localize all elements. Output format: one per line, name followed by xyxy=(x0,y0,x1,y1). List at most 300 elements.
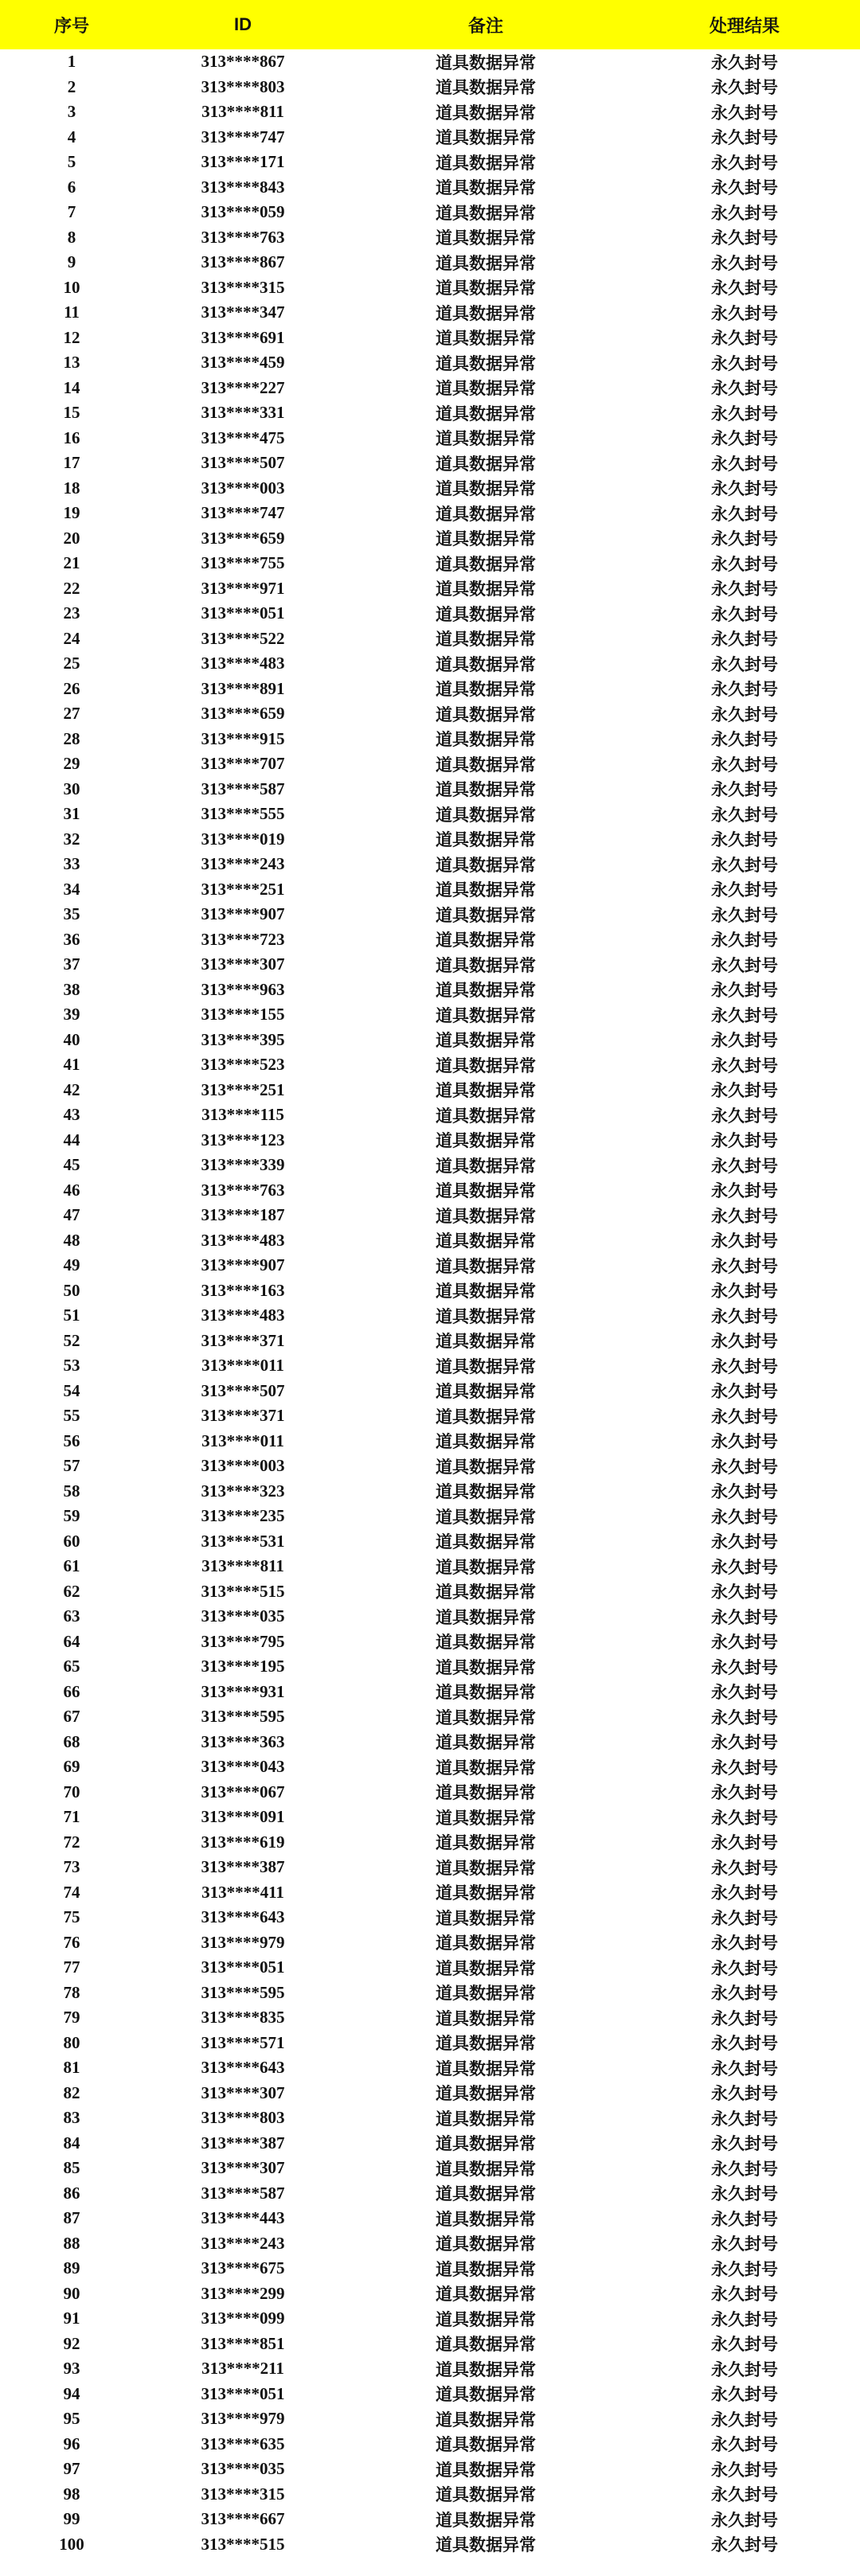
row-id: 313****051 xyxy=(201,603,285,623)
row-note: 道具数据异常 xyxy=(436,1808,536,1828)
row-index: 82 xyxy=(63,2082,80,2102)
row-note: 道具数据异常 xyxy=(436,1106,536,1126)
row-index: 11 xyxy=(64,302,80,322)
row-index: 75 xyxy=(63,1907,80,1927)
row-result: 永久封号 xyxy=(711,1908,778,1928)
row-id: 313****643 xyxy=(201,1907,285,1927)
table-row xyxy=(0,852,860,877)
row-index: 42 xyxy=(63,1079,80,1099)
row-id: 313****483 xyxy=(201,654,285,673)
row-index: 54 xyxy=(63,1380,80,1400)
row-result: 永久封号 xyxy=(711,2410,778,2430)
row-result: 永久封号 xyxy=(711,654,778,674)
row-index: 74 xyxy=(63,1882,80,1902)
row-note: 道具数据异常 xyxy=(436,1908,536,1928)
table-row xyxy=(0,1981,860,2006)
row-result: 永久封号 xyxy=(711,780,778,800)
table-row xyxy=(0,1805,860,1830)
row-index: 84 xyxy=(63,2133,80,2153)
row-result: 永久封号 xyxy=(711,1181,778,1201)
table-row xyxy=(0,802,860,827)
row-note: 道具数据异常 xyxy=(436,1432,536,1452)
row-id: 313****387 xyxy=(201,1857,285,1877)
row-index: 39 xyxy=(63,1005,80,1025)
row-id: 313****371 xyxy=(201,1406,285,1426)
table-row xyxy=(0,1203,860,1228)
row-index: 83 xyxy=(63,2108,80,2128)
row-note: 道具数据异常 xyxy=(436,1156,536,1176)
row-result: 永久封号 xyxy=(711,429,778,449)
row-id: 313****907 xyxy=(201,904,285,924)
row-id: 313****387 xyxy=(201,2133,285,2153)
row-index: 71 xyxy=(63,1807,80,1827)
row-result: 永久封号 xyxy=(711,1958,778,1978)
row-result: 永久封号 xyxy=(711,755,778,775)
row-note: 道具数据异常 xyxy=(436,53,536,72)
row-index: 12 xyxy=(63,327,80,347)
row-note: 道具数据异常 xyxy=(436,2435,536,2455)
table-row xyxy=(0,376,860,401)
row-id: 313****299 xyxy=(201,2283,285,2303)
table-row xyxy=(0,1178,860,1204)
row-result: 永久封号 xyxy=(711,1808,778,1828)
row-id: 313****315 xyxy=(201,2484,285,2504)
row-note: 道具数据异常 xyxy=(436,880,536,900)
row-index: 72 xyxy=(63,1832,80,1852)
table-row xyxy=(0,978,860,1003)
row-note: 道具数据异常 xyxy=(436,2134,536,2154)
table-row xyxy=(0,225,860,251)
row-id: 313****091 xyxy=(201,1807,285,1827)
row-result: 永久封号 xyxy=(711,1883,778,1903)
row-id: 313****675 xyxy=(201,2258,285,2278)
table-row xyxy=(0,350,860,376)
row-result: 永久封号 xyxy=(711,1934,778,1953)
header-result: 处理结果 xyxy=(709,16,780,37)
table-row xyxy=(0,326,860,351)
row-note: 道具数据异常 xyxy=(436,279,536,299)
row-index: 16 xyxy=(63,427,80,447)
table-row xyxy=(0,1604,860,1630)
table-row xyxy=(0,1554,860,1579)
row-result: 永久封号 xyxy=(711,855,778,875)
row-result: 永久封号 xyxy=(711,329,778,349)
table-row xyxy=(0,2156,860,2181)
row-note: 道具数据异常 xyxy=(436,981,536,1001)
row-note: 道具数据异常 xyxy=(436,905,536,925)
table-row xyxy=(0,1379,860,1404)
row-result: 永久封号 xyxy=(711,1256,778,1276)
row-id: 313****235 xyxy=(201,1506,285,1526)
row-index: 17 xyxy=(63,453,80,473)
table-row xyxy=(0,2382,860,2407)
row-id: 313****347 xyxy=(201,302,285,322)
row-result: 永久封号 xyxy=(711,128,778,148)
table-row xyxy=(0,626,860,652)
table-row xyxy=(0,2031,860,2056)
table-header xyxy=(0,0,860,49)
row-id: 313****339 xyxy=(201,1155,285,1175)
row-result: 永久封号 xyxy=(711,253,778,273)
row-result: 永久封号 xyxy=(711,2535,778,2555)
row-result: 永久封号 xyxy=(711,905,778,925)
table-row xyxy=(0,1504,860,1529)
table-row xyxy=(0,727,860,752)
row-note: 道具数据异常 xyxy=(436,529,536,549)
row-note: 道具数据异常 xyxy=(436,78,536,98)
row-id: 313****867 xyxy=(201,252,285,272)
row-index: 47 xyxy=(63,1205,80,1225)
row-index: 73 xyxy=(63,1857,80,1877)
table-row xyxy=(0,1228,860,1254)
row-id: 313****587 xyxy=(201,779,285,798)
row-note: 道具数据异常 xyxy=(436,604,536,624)
header-id: ID xyxy=(234,14,252,34)
row-result: 永久封号 xyxy=(711,1683,778,1703)
row-note: 道具数据异常 xyxy=(436,479,536,499)
row-note: 道具数据异常 xyxy=(436,830,536,850)
row-index: 46 xyxy=(63,1180,80,1200)
row-index: 43 xyxy=(63,1105,80,1125)
table-row xyxy=(0,2081,860,2106)
row-result: 永久封号 xyxy=(711,2510,778,2530)
table-row xyxy=(0,1329,860,1354)
row-result: 永久封号 xyxy=(711,2335,778,2355)
row-id: 313****211 xyxy=(201,2359,284,2379)
row-note: 道具数据异常 xyxy=(436,379,536,399)
row-index: 59 xyxy=(63,1506,80,1526)
row-id: 313****243 xyxy=(201,854,285,874)
table-row xyxy=(0,551,860,576)
row-note: 道具数据异常 xyxy=(436,2485,536,2505)
table-row xyxy=(0,1529,860,1555)
row-index: 4 xyxy=(67,127,76,146)
row-note: 道具数据异常 xyxy=(436,704,536,724)
row-note: 道具数据异常 xyxy=(436,1883,536,1903)
table-row xyxy=(0,100,860,125)
row-result: 永久封号 xyxy=(711,2034,778,2054)
row-id: 313****171 xyxy=(201,152,285,172)
table-row xyxy=(0,526,860,552)
row-id: 313****811 xyxy=(201,1556,284,1576)
table-row xyxy=(0,300,860,326)
row-id: 313****043 xyxy=(201,1757,285,1777)
row-id: 313****931 xyxy=(201,1681,285,1701)
row-index: 5 xyxy=(67,152,76,172)
row-result: 永久封号 xyxy=(711,2209,778,2229)
row-result: 永久封号 xyxy=(711,1783,778,1803)
table-row xyxy=(0,200,860,225)
row-note: 道具数据异常 xyxy=(436,353,536,373)
row-result: 永久封号 xyxy=(711,1407,778,1427)
row-note: 道具数据异常 xyxy=(436,1984,536,2004)
row-note: 道具数据异常 xyxy=(436,1056,536,1075)
row-index: 15 xyxy=(63,403,80,423)
row-id: 313****243 xyxy=(201,2233,285,2253)
row-id: 313****659 xyxy=(201,704,285,724)
table-row xyxy=(0,2206,860,2231)
row-result: 永久封号 xyxy=(711,1833,778,1853)
row-index: 19 xyxy=(63,503,80,523)
row-note: 道具数据异常 xyxy=(436,1507,536,1527)
row-id: 313****707 xyxy=(201,754,285,774)
table-row xyxy=(0,75,860,100)
row-result: 永久封号 xyxy=(711,580,778,599)
table-row xyxy=(0,1955,860,1981)
row-result: 永久封号 xyxy=(711,1733,778,1753)
row-id: 313****867 xyxy=(201,52,285,72)
row-result: 永久封号 xyxy=(711,353,778,373)
row-note: 道具数据异常 xyxy=(436,580,536,599)
row-id: 313****667 xyxy=(201,2509,285,2529)
table-row xyxy=(0,1028,860,1053)
table-row xyxy=(0,701,860,727)
row-result: 永久封号 xyxy=(711,830,778,850)
row-result: 永久封号 xyxy=(711,504,778,524)
row-id: 313****803 xyxy=(201,2108,285,2128)
row-note: 道具数据异常 xyxy=(436,2460,536,2480)
row-index: 21 xyxy=(63,553,80,573)
row-note: 道具数据异常 xyxy=(436,303,536,323)
row-result: 永久封号 xyxy=(711,554,778,574)
row-note: 道具数据异常 xyxy=(436,128,536,148)
row-result: 永久封号 xyxy=(711,228,778,248)
row-id: 313****523 xyxy=(201,1055,285,1075)
row-note: 道具数据异常 xyxy=(436,931,536,950)
row-note: 道具数据异常 xyxy=(436,329,536,349)
row-index: 25 xyxy=(63,654,80,673)
table-row xyxy=(0,2457,860,2482)
row-index: 36 xyxy=(63,929,80,949)
row-note: 道具数据异常 xyxy=(436,1583,536,1602)
row-result: 永久封号 xyxy=(711,103,778,123)
table-row xyxy=(0,576,860,602)
row-note: 道具数据异常 xyxy=(436,1708,536,1727)
row-note: 道具数据异常 xyxy=(436,780,536,800)
row-index: 63 xyxy=(63,1606,80,1626)
row-note: 道具数据异常 xyxy=(436,855,536,875)
row-note: 道具数据异常 xyxy=(436,2184,536,2204)
table-row xyxy=(0,1579,860,1605)
row-result: 永久封号 xyxy=(711,2259,778,2279)
row-note: 道具数据异常 xyxy=(436,1858,536,1878)
row-id: 313****307 xyxy=(201,2082,285,2102)
table-row xyxy=(0,677,860,702)
row-index: 58 xyxy=(63,1481,80,1501)
row-index: 51 xyxy=(63,1306,80,1325)
row-id: 313****483 xyxy=(201,1230,285,1250)
row-index: 45 xyxy=(63,1155,80,1175)
row-index: 23 xyxy=(63,603,80,623)
row-result: 永久封号 xyxy=(711,1583,778,1602)
row-index: 48 xyxy=(63,1230,80,1250)
row-result: 永久封号 xyxy=(711,931,778,950)
row-id: 313****979 xyxy=(201,2409,285,2429)
row-index: 61 xyxy=(63,1556,80,1576)
table-row xyxy=(0,2281,860,2307)
table-row xyxy=(0,1930,860,1956)
row-result: 永久封号 xyxy=(711,1557,778,1577)
row-result: 永久封号 xyxy=(711,2084,778,2104)
row-index: 87 xyxy=(63,2208,80,2228)
row-id: 313****843 xyxy=(201,177,285,197)
row-id: 313****003 xyxy=(201,478,285,498)
row-result: 永久封号 xyxy=(711,479,778,499)
row-result: 永久封号 xyxy=(711,1758,778,1778)
row-note: 道具数据异常 xyxy=(436,1206,536,1226)
row-result: 永久封号 xyxy=(711,404,778,423)
row-index: 88 xyxy=(63,2233,80,2253)
row-result: 永久封号 xyxy=(711,604,778,624)
row-note: 道具数据异常 xyxy=(436,2084,536,2104)
table-row xyxy=(0,1303,860,1329)
row-note: 道具数据异常 xyxy=(436,103,536,123)
row-id: 313****163 xyxy=(201,1280,285,1300)
row-result: 永久封号 xyxy=(711,2309,778,2329)
row-index: 6 xyxy=(67,177,76,197)
row-index: 31 xyxy=(63,804,80,824)
row-id: 313****971 xyxy=(201,578,285,598)
row-index: 49 xyxy=(63,1255,80,1275)
row-note: 道具数据异常 xyxy=(436,630,536,650)
row-index: 38 xyxy=(63,979,80,999)
row-index: 65 xyxy=(63,1657,80,1676)
table-row xyxy=(0,2231,860,2257)
row-result: 永久封号 xyxy=(711,279,778,299)
row-index: 7 xyxy=(67,202,76,222)
row-id: 313****459 xyxy=(201,353,285,373)
row-id: 313****691 xyxy=(201,327,285,347)
row-note: 道具数据异常 xyxy=(436,2285,536,2305)
table-row xyxy=(0,877,860,903)
row-note: 道具数据异常 xyxy=(436,730,536,750)
row-note: 道具数据异常 xyxy=(436,1332,536,1352)
row-note: 道具数据异常 xyxy=(436,554,536,574)
table-row xyxy=(0,1253,860,1278)
row-id: 313****051 xyxy=(201,1957,285,1977)
row-index: 66 xyxy=(63,1681,80,1701)
table-row xyxy=(0,2005,860,2031)
row-index: 93 xyxy=(63,2359,80,2379)
row-note: 道具数据异常 xyxy=(436,1958,536,1978)
row-result: 永久封号 xyxy=(711,1081,778,1101)
table-row xyxy=(0,1153,860,1178)
row-note: 道具数据异常 xyxy=(436,1633,536,1653)
row-result: 永久封号 xyxy=(711,680,778,700)
row-note: 道具数据异常 xyxy=(436,1356,536,1376)
row-result: 永久封号 xyxy=(711,1607,778,1627)
row-result: 永久封号 xyxy=(711,529,778,549)
row-note: 道具数据异常 xyxy=(436,2234,536,2254)
row-id: 313****395 xyxy=(201,1029,285,1049)
row-note: 道具数据异常 xyxy=(436,1005,536,1025)
table-row xyxy=(0,2432,860,2457)
row-result: 永久封号 xyxy=(711,2460,778,2480)
row-id: 313****763 xyxy=(201,1180,285,1200)
table-row xyxy=(0,2306,860,2332)
row-index: 100 xyxy=(59,2534,84,2554)
row-index: 30 xyxy=(63,779,80,798)
row-note: 道具数据异常 xyxy=(436,454,536,474)
row-index: 80 xyxy=(63,2032,80,2052)
row-result: 永久封号 xyxy=(711,955,778,975)
row-index: 34 xyxy=(63,879,80,899)
row-index: 44 xyxy=(63,1130,80,1149)
table-row xyxy=(0,902,860,927)
row-index: 35 xyxy=(63,904,80,924)
row-note: 道具数据异常 xyxy=(436,805,536,825)
row-id: 313****803 xyxy=(201,76,285,96)
row-id: 313****011 xyxy=(201,1430,284,1450)
table-row xyxy=(0,651,860,677)
table-row xyxy=(0,2406,860,2432)
row-result: 永久封号 xyxy=(711,2485,778,2505)
row-index: 13 xyxy=(63,353,80,373)
row-id: 313****195 xyxy=(201,1657,285,1676)
row-index: 40 xyxy=(63,1029,80,1049)
row-id: 313****251 xyxy=(201,1079,285,1099)
row-id: 313****907 xyxy=(201,1255,285,1275)
row-note: 道具数据异常 xyxy=(436,253,536,273)
row-result: 永久封号 xyxy=(711,1231,778,1251)
row-result: 永久封号 xyxy=(711,1156,778,1176)
row-note: 道具数据异常 xyxy=(436,1657,536,1677)
row-note: 道具数据异常 xyxy=(436,2034,536,2054)
row-id: 313****315 xyxy=(201,277,285,297)
row-id: 313****643 xyxy=(201,2058,285,2078)
table-row xyxy=(0,1704,860,1730)
table-row xyxy=(0,1880,860,1906)
row-index: 22 xyxy=(63,578,80,598)
table-row xyxy=(0,1103,860,1128)
table-row xyxy=(0,1278,860,1304)
table-row xyxy=(0,175,860,201)
row-result: 永久封号 xyxy=(711,1056,778,1075)
table-row xyxy=(0,1078,860,1103)
row-result: 永久封号 xyxy=(711,2059,778,2078)
row-index: 8 xyxy=(67,227,76,247)
row-result: 永久封号 xyxy=(711,1306,778,1326)
table-row xyxy=(0,2356,860,2382)
row-id: 313****251 xyxy=(201,879,285,899)
row-note: 道具数据异常 xyxy=(436,1683,536,1703)
row-index: 53 xyxy=(63,1356,80,1376)
row-index: 86 xyxy=(63,2183,80,2203)
table-row xyxy=(0,1730,860,1755)
table-row xyxy=(0,1905,860,1930)
table-row xyxy=(0,400,860,426)
row-note: 道具数据异常 xyxy=(436,404,536,423)
row-index: 85 xyxy=(63,2158,80,2178)
row-note: 道具数据异常 xyxy=(436,1557,536,1577)
row-index: 55 xyxy=(63,1406,80,1426)
row-result: 永久封号 xyxy=(711,1106,778,1126)
row-note: 道具数据异常 xyxy=(436,2359,536,2379)
row-id: 313****099 xyxy=(201,2309,285,2328)
row-id: 313****515 xyxy=(201,1581,285,1601)
table-row xyxy=(0,2532,860,2558)
row-index: 41 xyxy=(63,1055,80,1075)
row-id: 313****723 xyxy=(201,929,285,949)
row-id: 313****475 xyxy=(201,427,285,447)
table-row xyxy=(0,1128,860,1153)
row-note: 道具数据异常 xyxy=(436,504,536,524)
row-id: 313****363 xyxy=(201,1731,285,1751)
row-id: 313****371 xyxy=(201,1330,285,1350)
table-row xyxy=(0,601,860,626)
row-id: 313****531 xyxy=(201,1531,285,1551)
table-body xyxy=(0,49,860,2557)
